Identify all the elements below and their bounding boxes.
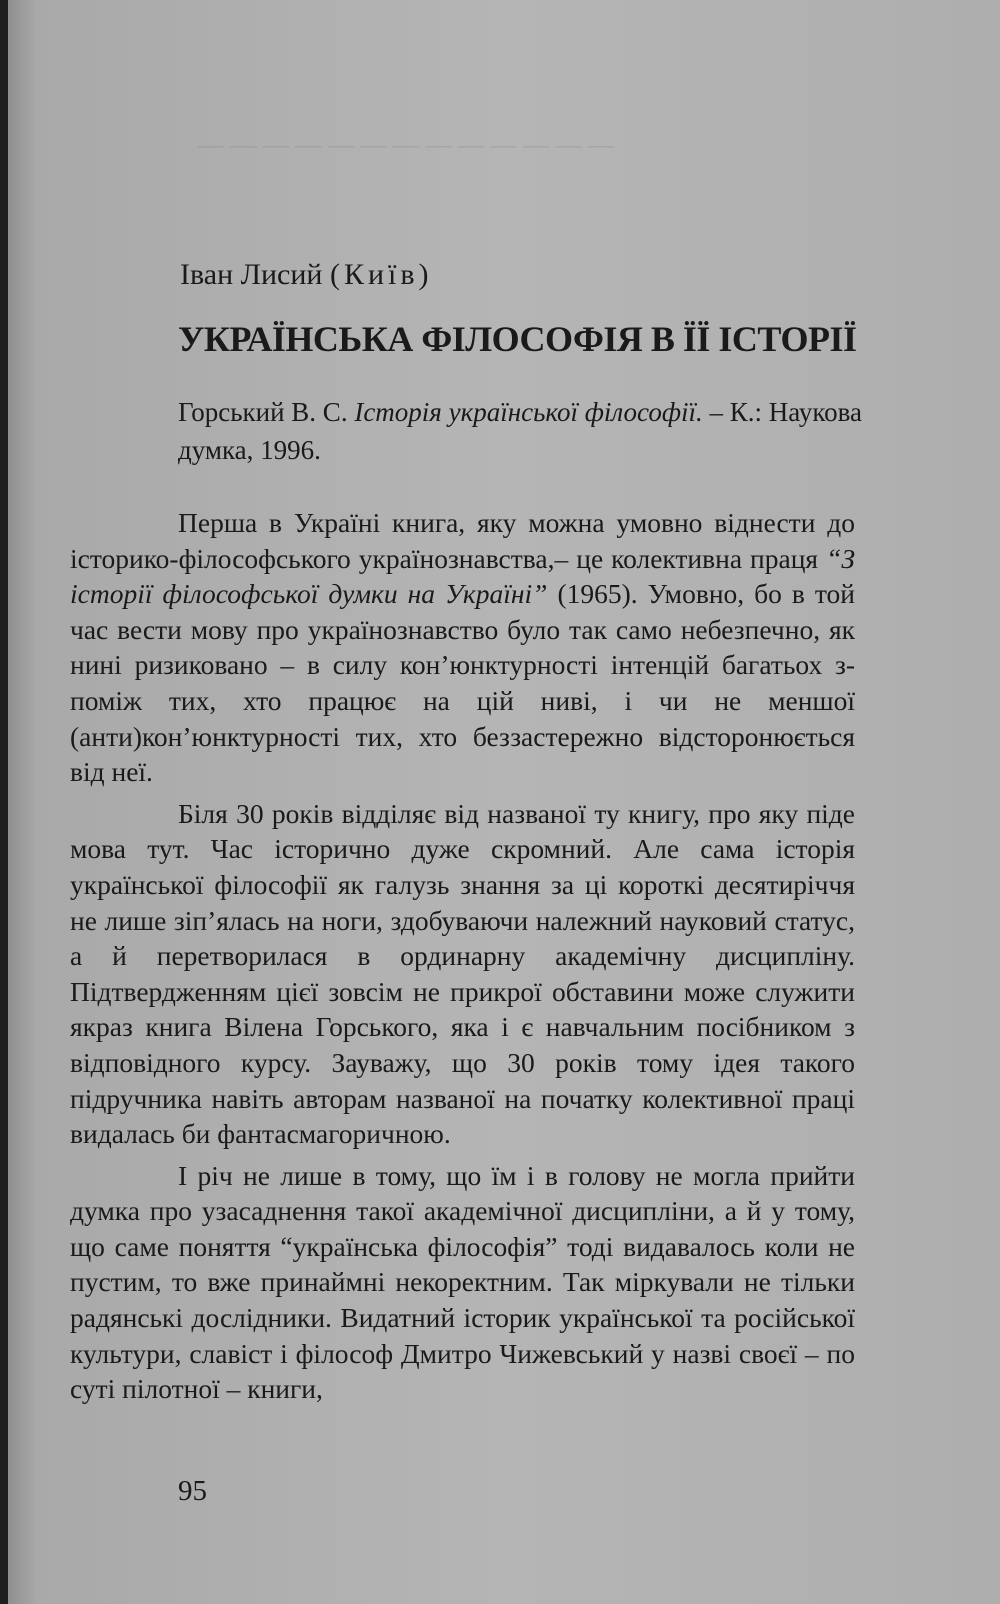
reference-publisher: – К.: Наукова думка, 1996.	[178, 397, 862, 465]
page-edge-shadow	[0, 0, 8, 1604]
page-number: 95	[178, 1475, 207, 1507]
paragraph-1-text-after: (1965). Умовно, бо в той час вести мову про українознавство було так само небезпечно, як нині ризиковано – в силу кон’юнктурності інтенцій багатьох з-поміж тих, хто працює на цій ниві, і чи не меншої (анти)кон’юнктурності тих, хто беззастережно відсторонюється від неї.	[70, 578, 855, 788]
paragraph-2: Біля 30 років відділяє від названої ту книгу, про яку піде мова тут. Час історично дуже скромний. Але сама історія української філософії як галузь знання за ці короткі десятиріччя не лише зіп’ялась на ноги, здобуваючи належний науковий статус, а й перетворилася в ординарну академічну дисципліну. Підтвердженням цієї зовсім не прикрої обставини може служити якраз книга Вілена Горського, яка і є навчальним посібником з відповідного курсу. Зауважу, що 30 років тому ідея такого підручника навіть авторам названої на початку колективної праці видалась би фантасмагоричною.	[70, 797, 855, 1150]
book-page	[8, 0, 1000, 1604]
paragraph-1-text-before: Перша в Україні книга, яку можна умовно віднести до історико-філософського українознавства,– це колективна праця	[70, 507, 855, 574]
paragraph-1	[70, 505, 855, 790]
author-name: Іван Лисий	[180, 258, 323, 291]
reference-author: Горський В. С.	[178, 397, 348, 427]
author-byline	[180, 258, 433, 292]
reference-book-title: Історія української філософії.	[354, 397, 703, 427]
paragraph-3: І річ не лише в тому, що їм і в голову не могла прийти думка про узасаднення такої академічної дисципліни, а й у тому, що саме поняття “українська філософія” тоді видавалось коли не пустим, то вже принаймні некоректним. Так міркували не тільки радянські дослідники. Видатний історик української та російської культури, славіст і філософ Дмитро Чижевський у назві своєї – по суті пілотної – книги,	[70, 1159, 855, 1405]
bleed-through-text: — — — — — — — — — — — — —	[198, 130, 614, 159]
book-reference	[178, 393, 868, 469]
article-body	[70, 505, 855, 1413]
paragraph-1-italic-title: “З історії філософської думки на Україні”	[70, 542, 855, 610]
article-title: УКРАЇНСЬКА ФІЛОСОФІЯ В ЇЇ ІСТОРІЇ	[178, 319, 857, 359]
author-city: (Київ)	[329, 258, 433, 291]
